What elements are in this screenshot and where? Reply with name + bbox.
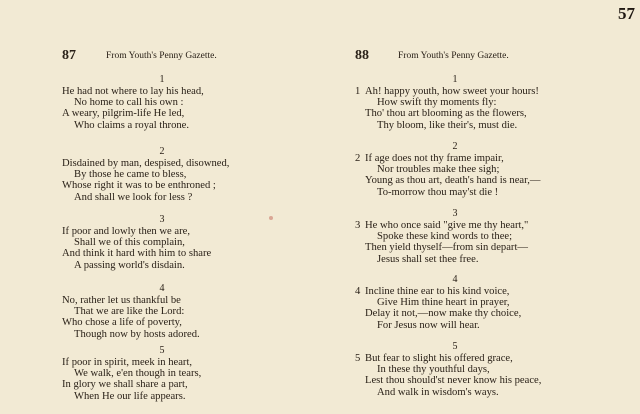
verse-line: By those he came to bless,	[74, 169, 187, 181]
hymn-source: From Youth's Penny Gazette.	[398, 51, 509, 61]
verse-line: In these thy youthful days,	[377, 364, 490, 376]
page-number: 57	[618, 4, 635, 23]
stanza-number: 1	[452, 74, 458, 85]
verse-line: For Jesus now will hear.	[377, 319, 480, 331]
verse-line: Delay it not,—now make thy choice,	[365, 308, 522, 320]
verse-line: And walk in wisdom's ways.	[377, 386, 499, 398]
hymn-88	[355, 48, 630, 398]
stanza-4	[355, 274, 630, 331]
stanza-number: 3	[452, 208, 458, 219]
stanza-lead-number: 1	[355, 86, 361, 97]
stanza-number: 4	[452, 274, 458, 285]
verse-line: In glory we shall share a part,	[62, 379, 188, 391]
verse-line: A weary, pilgrim-life He led,	[62, 108, 185, 120]
stanza-number: 2	[159, 146, 165, 157]
verse-line: If poor in spirit, meek in heart,	[62, 357, 193, 368]
stanza-5	[355, 341, 630, 398]
verse-line	[355, 353, 630, 364]
verse-line: Disdained by man, despised, disowned,	[62, 158, 230, 169]
verse-line: A passing world's disdain.	[74, 259, 185, 271]
verse-text: Ah! happy youth, how sweet your hours!	[365, 86, 539, 97]
stanza-1	[355, 74, 630, 131]
stanza-3	[355, 208, 630, 265]
verse-line: When He our life appears.	[74, 390, 186, 402]
verse-line: And shall we look for less ?	[74, 191, 193, 203]
verse-line: Shall we of this complain,	[74, 237, 185, 249]
verse-line: Who claims a royal throne.	[74, 119, 190, 131]
verse-line: Whose right it was to be enthroned ;	[62, 180, 216, 192]
stanza-lead-number: 2	[355, 153, 361, 164]
verse-text: If age does not thy frame impair,	[365, 153, 504, 164]
verse-line	[355, 153, 630, 164]
hymn-header	[62, 48, 317, 64]
stanza-2	[355, 141, 630, 198]
hymn-source: From Youth's Penny Gazette.	[106, 51, 217, 61]
verse-line: Thy bloom, like their's, must die.	[377, 119, 518, 131]
verse-line: Then yield thyself—from sin depart—	[365, 242, 528, 254]
verse-line: Nor troubles make thee sigh;	[377, 164, 500, 176]
verse-line: No, rather let us thankful be	[62, 295, 181, 306]
verse-line: Young as thou art, death's hand is near,—	[365, 175, 541, 187]
stanza-number: 3	[159, 214, 165, 225]
verse-line: No home to call his own :	[74, 97, 184, 109]
stanza-lead-number: 5	[355, 353, 361, 364]
stanza-number: 5	[452, 341, 458, 352]
stanza-lead-number: 4	[355, 286, 361, 297]
verse-line: Spoke these kind words to thee;	[377, 231, 513, 243]
stanza-2	[62, 146, 317, 203]
verse-line	[355, 86, 630, 97]
stanza-lead-number: 3	[355, 220, 361, 231]
verse-line: If poor and lowly then we are,	[62, 226, 190, 237]
verse-line: Lest thou should'st never know his peace,	[365, 375, 542, 387]
verse-line: We walk, e'en though in tears,	[74, 368, 202, 380]
stanza-5	[62, 345, 317, 402]
hymn-number: 88	[355, 48, 369, 63]
stanza-1	[62, 74, 317, 131]
hymn-number: 87	[62, 48, 76, 63]
verse-text: But fear to slight his offered grace,	[365, 353, 513, 364]
verse-line: Tho' thou art blooming as the flowers,	[365, 108, 527, 120]
stanza-number: 1	[159, 74, 165, 85]
verse-text: He who once said "give me thy heart,"	[365, 220, 529, 231]
verse-line: He had not where to lay his head,	[62, 86, 204, 97]
hymn-header	[355, 48, 630, 64]
hymn-87	[62, 48, 317, 402]
verse-line: Give Him thine heart in prayer,	[377, 297, 510, 309]
stanza-4	[62, 283, 317, 340]
verse-line: That we are like the Lord:	[74, 306, 185, 318]
stanza-number: 2	[452, 141, 458, 152]
verse-line	[355, 286, 630, 297]
verse-line: How swift thy moments fly:	[377, 97, 497, 109]
verse-line: Who chose a life of poverty,	[62, 317, 182, 329]
verse-line	[355, 220, 630, 231]
verse-line: To-morrow thou may'st die !	[377, 186, 499, 198]
verse-line: And think it hard with him to share	[62, 248, 212, 260]
stanza-number: 4	[159, 283, 165, 294]
verse-line: Jesus shall set thee free.	[377, 253, 479, 265]
ink-spot	[269, 216, 273, 220]
stanza-number: 5	[159, 345, 165, 356]
verse-line: Though now by hosts adored.	[74, 328, 200, 340]
stanza-3	[62, 214, 317, 271]
verse-text: Incline thine ear to his kind voice,	[365, 286, 510, 297]
